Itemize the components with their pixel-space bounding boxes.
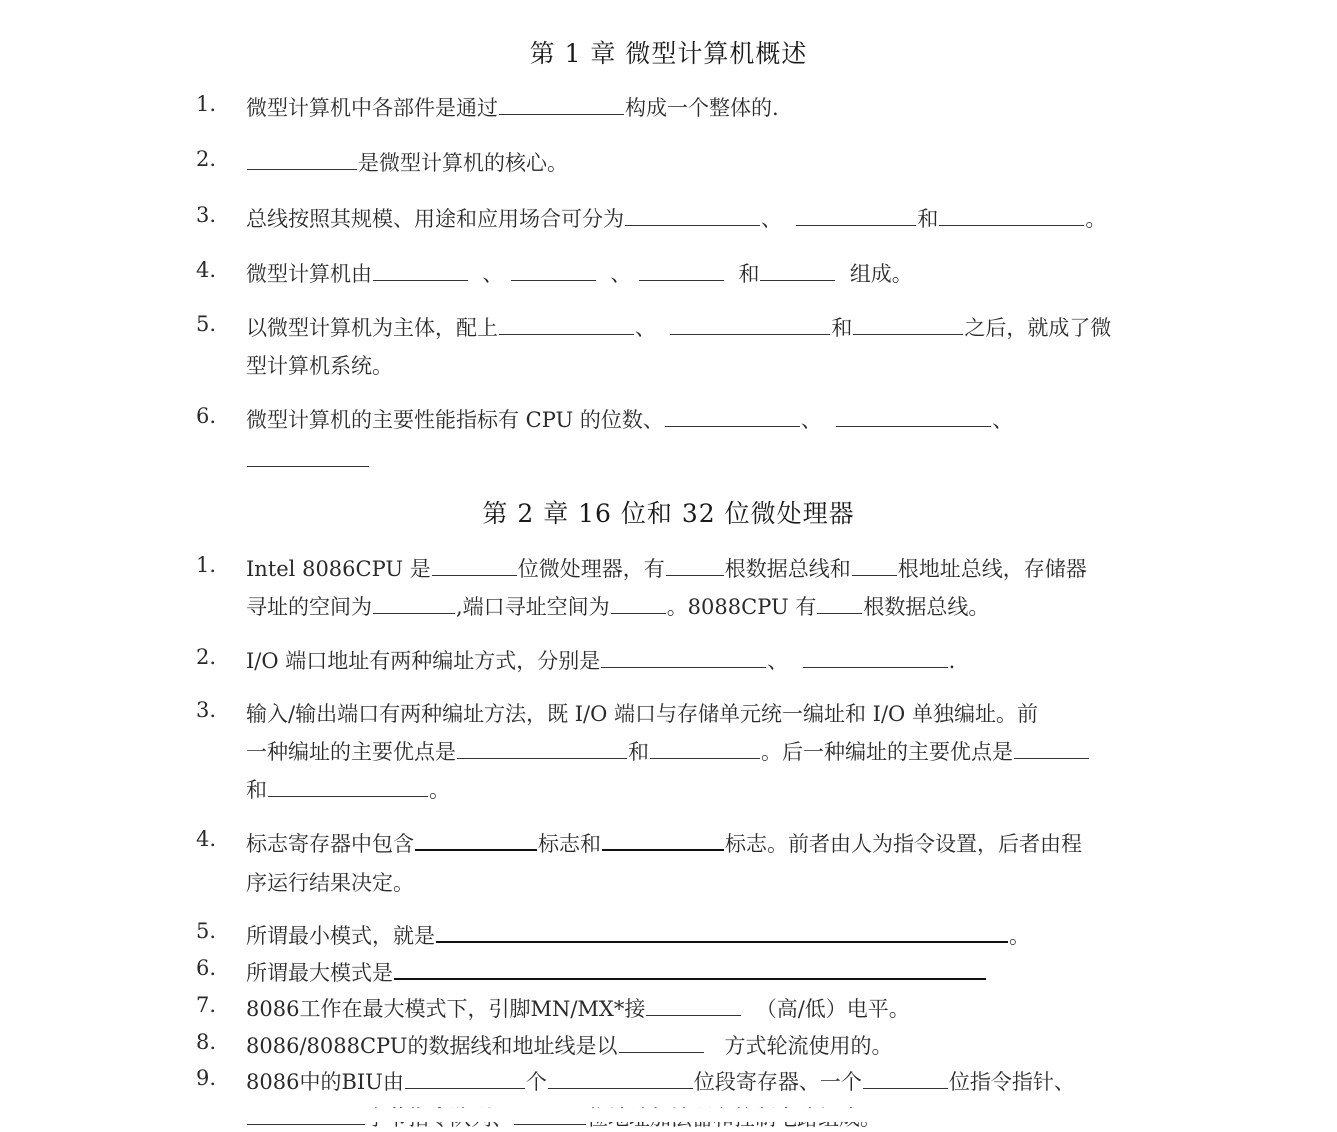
answer-blank[interactable] — [405, 1066, 525, 1089]
answer-blank[interactable] — [863, 1066, 948, 1089]
answer-blank[interactable] — [611, 591, 666, 614]
answer-blank[interactable] — [415, 827, 537, 851]
question-text-line-2: 序运行结果决定。 — [246, 871, 414, 895]
question-text: 8086中的BIU由 个 位段寄存器、一个 位指令指针、 — [246, 1066, 1075, 1096]
answer-blank[interactable] — [817, 591, 862, 614]
answer-blank[interactable] — [511, 258, 596, 281]
question-text-line-3: 和 。 — [246, 774, 450, 804]
answer-blank[interactable] — [548, 1066, 693, 1089]
answer-blank[interactable] — [670, 312, 830, 335]
answer-blank[interactable] — [803, 645, 948, 668]
answer-blank[interactable] — [436, 919, 1008, 943]
question-number: 8. — [196, 1030, 217, 1054]
answer-blank[interactable] — [394, 956, 986, 980]
question-number: 1. — [196, 92, 217, 116]
question-number: 5. — [196, 919, 217, 943]
question-text: 所谓最小模式，就是 。 — [246, 919, 1030, 950]
answer-blank[interactable] — [1014, 736, 1089, 759]
question-text-line-2 — [246, 444, 370, 472]
answer-blank[interactable] — [650, 736, 760, 759]
question-text: 微型计算机中各部件是通过 构成一个整体的. — [246, 92, 779, 122]
question-text: 8086工作在最大模式下，引脚MN/MX*接 （高/低）电平。 — [246, 993, 910, 1023]
question-number: 2. — [196, 645, 217, 669]
question-number: 2. — [196, 147, 217, 171]
question-number: 5. — [196, 312, 217, 336]
question-number: 3. — [196, 203, 217, 227]
answer-blank[interactable] — [247, 147, 357, 170]
answer-blank[interactable] — [432, 553, 517, 576]
answer-blank[interactable] — [601, 645, 766, 668]
question-text: 微型计算机由 、 、 和 组成。 — [246, 258, 913, 288]
question-text: 输入/输出端口有两种编址方法，既 I/O 端口与存储单元统一编址和 I/O 单独编址。前 — [246, 702, 1038, 726]
answer-blank[interactable] — [853, 312, 963, 335]
answer-blank[interactable] — [499, 312, 634, 335]
question-text: 以微型计算机为主体，配上 、 和 之后，就成了微 — [246, 312, 1111, 342]
question-number: 6. — [196, 404, 217, 428]
answer-blank[interactable] — [665, 404, 800, 427]
answer-blank[interactable] — [939, 203, 1084, 226]
answer-blank[interactable] — [268, 774, 428, 797]
answer-blank[interactable] — [457, 736, 627, 759]
question-text: 8086/8088CPU的数据线和地址线是以 方式轮流使用的。 — [246, 1030, 893, 1060]
question-text: 微型计算机的主要性能指标有 CPU 的位数、 、 、 — [246, 404, 1013, 434]
answer-blank[interactable] — [666, 553, 724, 576]
question-text: Intel 8086CPU 是 位微处理器，有 根数据总线和 根地址总线，存储器 — [246, 553, 1087, 583]
question-text: 所谓最大模式是 — [246, 956, 987, 987]
answer-blank[interactable] — [373, 591, 455, 614]
question-text-line-2: 寻址的空间为 ,端口寻址空间为 。8088CPU 有 根数据总线。 — [246, 591, 989, 621]
question-number: 3. — [196, 698, 217, 722]
question-number: 1. — [196, 553, 217, 577]
answer-blank[interactable] — [373, 258, 468, 281]
question-text: 总线按照其规模、用途和应用场合可分为 、 和 。 — [246, 203, 1106, 233]
question-number: 4. — [196, 827, 217, 851]
question-text-line-2: 一种编址的主要优点是 和 。后一种编址的主要优点是 — [246, 736, 1090, 766]
question-number: 4. — [196, 258, 217, 282]
answer-blank[interactable] — [247, 444, 369, 467]
question-number: 7. — [196, 993, 217, 1017]
question-number: 9. — [196, 1066, 217, 1090]
answer-blank[interactable] — [852, 553, 897, 576]
answer-blank[interactable] — [836, 404, 991, 427]
question-text: 是微型计算机的核心。 — [246, 147, 568, 177]
answer-blank[interactable] — [760, 258, 835, 281]
answer-blank[interactable] — [619, 1030, 704, 1053]
answer-blank[interactable] — [625, 203, 760, 226]
answer-blank[interactable] — [499, 92, 624, 115]
question-number: 6. — [196, 956, 217, 980]
question-text: 标志寄存器中包含 标志和 标志。前者由人为指令设置，后者由程 — [246, 827, 1082, 858]
question-text: I/O 端口地址有两种编址方式，分别是 、 . — [246, 645, 955, 675]
question-text-line-2: 型计算机系统。 — [246, 354, 393, 378]
answer-blank[interactable] — [602, 827, 724, 851]
chapter-1-title: 第 1 章 微型计算机概述 — [529, 39, 808, 68]
page-cutoff-mask — [0, 1108, 1337, 1122]
answer-blank[interactable] — [796, 203, 916, 226]
answer-blank[interactable] — [639, 258, 724, 281]
chapter-2-title: 第 2 章 16 位和 32 位微处理器 — [482, 499, 855, 528]
answer-blank[interactable] — [646, 993, 741, 1016]
